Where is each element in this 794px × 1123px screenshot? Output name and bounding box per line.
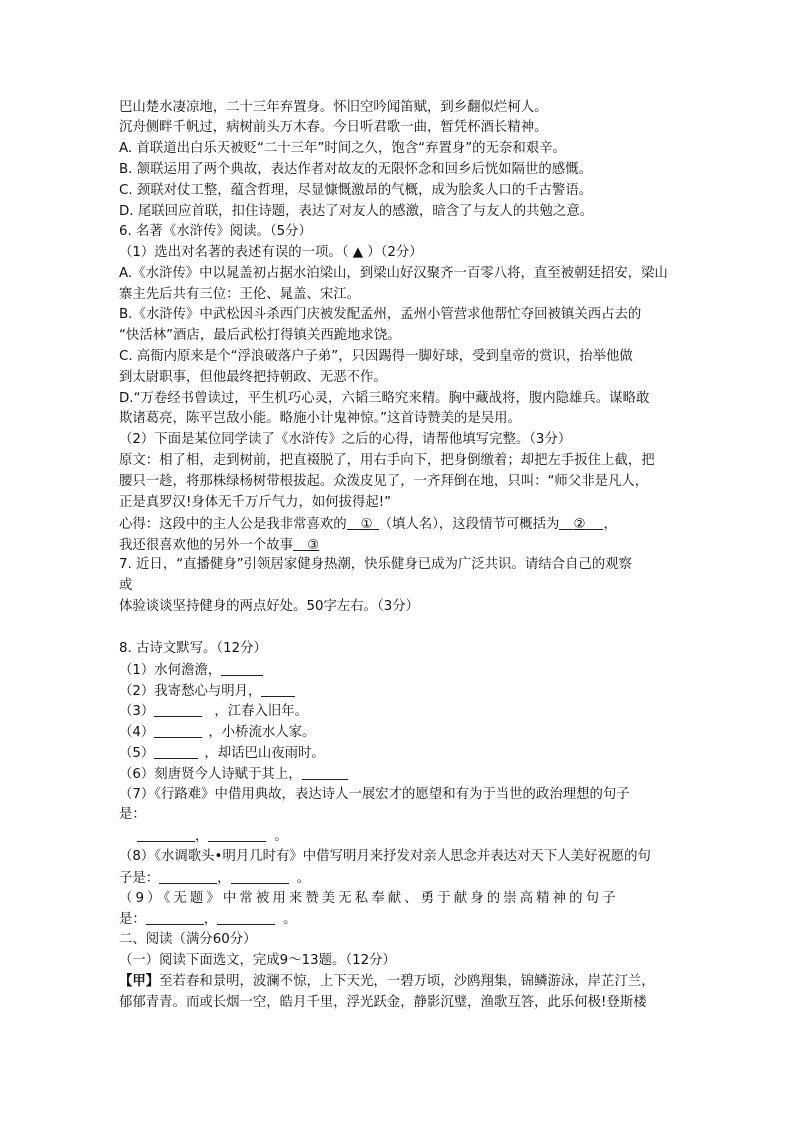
passage-jia-line1: 【甲】至若春和景明，波澜不惊，上下天光，一碧万顷，沙鸥翔集，锦鳞游泳，岸芷汀兰， bbox=[119, 974, 655, 989]
question-6-1: （1）选出对名著的表述有误的一项。（ ▲ ）（2分） bbox=[119, 245, 423, 260]
poem-line-1: 巴山楚水凄凉地，二十三年弃置身。怀旧空吟闻笛赋，到乡翻似烂柯人。 bbox=[119, 100, 548, 115]
option-a: A. 首联道出白乐天被贬“二十三年”时间之久，饱含“弃置身”的无奈和艰辛。 bbox=[119, 141, 566, 156]
q6-option-a-line1: A.《水浒传》中以晁盖初占据水泊梁山，到梁山好汉聚齐一百零八将，直至被朝廷招安，梁山 bbox=[119, 266, 668, 281]
blank-3[interactable]: ③ bbox=[307, 538, 320, 553]
q8-item-8: （8）《水调歌头•明月几时有》中借写明月来抒发对亲人思念并表达对天下人美好祝愿的句 bbox=[119, 849, 651, 864]
q8-item-4: （4） ，小桥流水人家。 bbox=[119, 725, 316, 740]
question-7-line1: 7. 近日，“直播健身”引领居家健身热潮，快乐健身已成为广泛共识。请结合自己的观察 bbox=[119, 557, 632, 572]
q6-option-b-line1: B.《水浒传》中武松因斗杀西门庆被发配孟州，孟州小管营求他帮忙夺回被镇关西占去的 bbox=[119, 307, 642, 322]
answer-blank[interactable] bbox=[154, 702, 202, 717]
reflection-line-1: 心得：这段中的主人公是我非常喜欢的 ① （填人名），这段情节可概括为 ② ， bbox=[119, 517, 617, 532]
answer-blank[interactable] bbox=[217, 910, 275, 925]
q8-item-8-cont: 子是： ， 。 bbox=[119, 871, 310, 886]
passage-jia-line2: 郁郁青青。而或长烟一空，皓月千里，浮光跃金，静影沉璧，渔歌互答，此乐何极!登斯楼 bbox=[119, 995, 647, 1010]
answer-blank[interactable] bbox=[261, 682, 295, 697]
q6-option-c-line2: 到太尉职事，但他最终把持朝政、无恶不作。 bbox=[119, 370, 387, 385]
answer-blank[interactable] bbox=[137, 827, 195, 842]
q8-item-7: （7）《行路难》中借用典故，表达诗人一展宏才的愿望和有为于当世的政治理想的句子 bbox=[119, 787, 630, 802]
excerpt-line-3: 正是真罗汉!身体无千万斤气力，如何拔得起!” bbox=[119, 495, 392, 510]
q8-item-1: （1）水何澹澹， bbox=[119, 661, 679, 680]
q6-option-a-line2: 寨主先后共有三位：王伦、晁盖、宋江。 bbox=[119, 287, 361, 302]
question-6-2: （2）下面是某位同学读了《水浒传》之后的心得，请帮他填写完整。（3分） bbox=[119, 432, 572, 447]
answer-blank[interactable] bbox=[146, 910, 204, 925]
q6-option-c-line1: C. 高衙内原来是个“浮浪破落户子弟”，只因踢得一脚好球，受到皇帝的赏识，抬举他做 bbox=[119, 349, 633, 364]
option-d: D. 尾联回应首联，扣住诗题，表达了对友人的感激，暗含了与友人的共勉之意。 bbox=[119, 204, 594, 219]
q8-item-3: （3） ，江春入旧年。 bbox=[119, 704, 309, 719]
question-7-line2: 或 bbox=[119, 578, 133, 593]
poem-line-2: 沉舟侧畔千帆过，病树前头万木春。今日听君歌一曲，暂凭杯酒长精神。 bbox=[119, 120, 548, 135]
q8-item-7-cont: 是： bbox=[119, 807, 146, 822]
q6-option-d-line1: D.“万卷经书曾读过，平生机巧心灵，六韬三略究来精。胸中藏战将，腹内隐雄兵。谋略敢 bbox=[119, 391, 650, 406]
answer-blank[interactable] bbox=[159, 869, 217, 884]
passage-label: 【甲】 bbox=[119, 974, 160, 989]
answer-blank[interactable] bbox=[154, 723, 202, 738]
option-c: C. 颈联对仗工整，蕴含哲理，尽显慷慨激昂的气概，成为脍炙人口的千古警语。 bbox=[119, 183, 593, 198]
question-6-title: 6. 名著《水浒传》阅读。（5分） bbox=[119, 224, 312, 239]
question-8-title: 8. 古诗文默写。（12分） bbox=[119, 641, 267, 656]
excerpt-line-1: 原文：相了相，走到树前，把直裰脱了，用右手向下，把身倒缴着；却把左手扳住上截，把 bbox=[119, 453, 655, 468]
q6-option-d-line2: 欺诸葛亮，陈平岂敌小能。略施小计鬼神惊。”这首诗赞美的是吴用。 bbox=[119, 411, 521, 426]
q8-item-7-blanks: ， 。 bbox=[137, 827, 697, 846]
blank-1[interactable]: ① bbox=[360, 517, 373, 532]
q8-item-9-cont: 是： ， 。 bbox=[119, 912, 297, 927]
q8-item-6: （6）刻唐贤今人诗赋于其上， bbox=[119, 765, 679, 784]
blank-2[interactable]: ② bbox=[573, 517, 586, 532]
answer-blank[interactable] bbox=[302, 765, 348, 780]
option-b: B. 颔联运用了两个典故，表达作者对故友的无限怀念和回乡后恍如隔世的感慨。 bbox=[119, 162, 592, 177]
answer-blank[interactable] bbox=[231, 869, 289, 884]
reading-1-heading: （一）阅读下面选文，完成9～13题。（12分） bbox=[119, 953, 396, 968]
answer-blank[interactable] bbox=[208, 827, 266, 842]
answer-blank[interactable] bbox=[221, 661, 263, 676]
excerpt-line-2: 腰只一趁，将那株绿杨树带根拔起。众泼皮见了，一齐拜倒在地，只叫：“师父非是凡人， bbox=[119, 474, 649, 489]
q8-item-5: （5） ，却话巴山夜雨时。 bbox=[119, 746, 325, 761]
q8-item-2: （2）我寄愁心与明月， bbox=[119, 682, 679, 701]
answer-blank[interactable] bbox=[154, 744, 198, 759]
question-7-line3: 体验谈谈坚持健身的两点好处。50字左右。（3分） bbox=[119, 599, 420, 614]
section-2-heading: 二、阅读（满分60分） bbox=[119, 932, 257, 947]
reflection-line-2: 我还很喜欢他的另外一个故事 ③ bbox=[119, 538, 320, 553]
q8-item-9: （9）《无题》中常被用来赞美无私奉献、勇于献身的崇高精神的句子 bbox=[119, 891, 619, 906]
q6-option-b-line2: “快活林”酒店，最后武松打得镇关西跪地求饶。 bbox=[119, 328, 401, 343]
